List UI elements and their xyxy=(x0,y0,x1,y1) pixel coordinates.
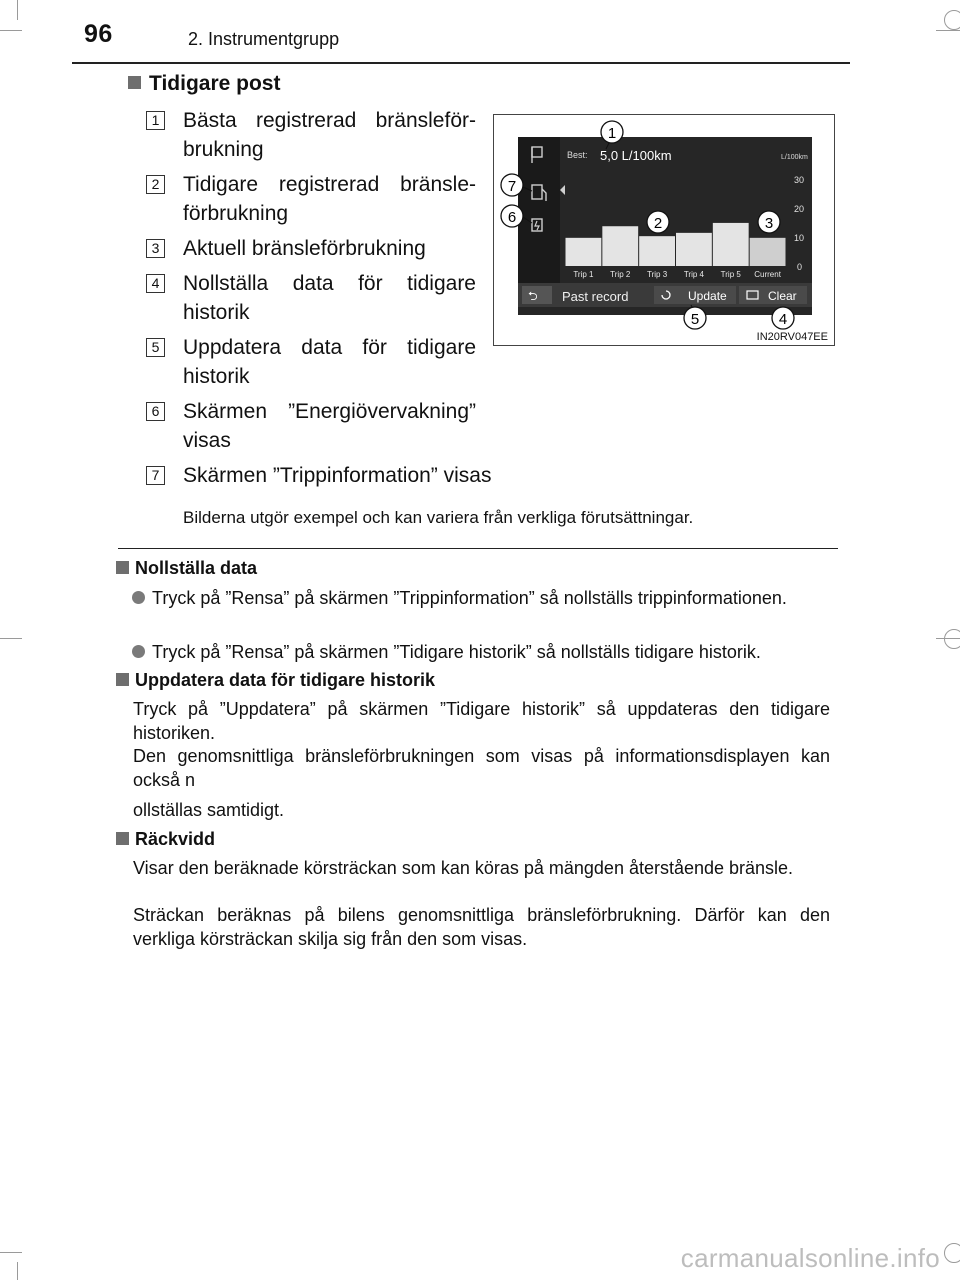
screen-sidebar xyxy=(518,137,560,283)
list-item xyxy=(132,640,832,664)
svg-text:3: 3 xyxy=(764,215,774,232)
bar xyxy=(566,238,602,266)
bar xyxy=(750,238,786,266)
callout-4 xyxy=(772,307,794,329)
list-item xyxy=(132,586,832,610)
list-item-text: Bästa registrerad bränsleförbrukning xyxy=(183,109,476,161)
figure-id: IN20RV047EE xyxy=(756,331,828,343)
crop-mark xyxy=(17,0,18,20)
x-tick-label: Current xyxy=(754,270,781,279)
list-item xyxy=(146,397,476,455)
list-item xyxy=(146,269,476,327)
callout-number: 5 xyxy=(146,338,165,357)
round-bullet-icon xyxy=(132,591,145,604)
chapter-title: 2. Instrumentgrupp xyxy=(188,29,340,49)
list-item-text: Skärmen ”Trippinformation” visas xyxy=(183,464,492,487)
range-heading xyxy=(116,829,215,850)
callout-number: 2 xyxy=(146,175,165,194)
past-record-figure xyxy=(493,114,835,346)
square-bullet-icon xyxy=(116,832,129,845)
list-item xyxy=(146,333,476,391)
bullet-text: Tryck på ”Rensa” på skärmen ”Tidigare historik” så nollställs tidigare historik. xyxy=(152,642,761,662)
x-tick-label: Trip 3 xyxy=(647,270,668,279)
update-label: Update xyxy=(688,289,727,303)
bullet-text: Tryck på ”Rensa” på skärmen ”Trippinformation” så nollställs trippinformationen. xyxy=(152,588,787,608)
x-tick-label: Trip 1 xyxy=(573,270,594,279)
list-item xyxy=(146,461,643,490)
list-item-text: Uppdatera data för tidigare historik xyxy=(183,336,476,388)
update-heading xyxy=(116,670,435,691)
figure-caption: Bilderna utgör exempel och kan variera från verkliga förutsättningar. xyxy=(183,508,694,527)
back-icon: ⮌ xyxy=(528,289,538,303)
list-item-text: Skärmen ”Energiövervakning” visas xyxy=(183,400,476,452)
range-title: Räckvidd xyxy=(135,829,216,849)
crop-mark xyxy=(944,629,960,649)
range-paragraph-2: Sträckan beräknas på bilens genomsnittliga bränsleförbrukning. Därför kan den verkliga körsträckan skilja sig från den som visas. xyxy=(133,905,830,949)
list-item xyxy=(146,234,476,263)
update-title: Uppdatera data för tidigare historik xyxy=(135,670,436,690)
y-tick-label: 20 xyxy=(794,204,805,214)
page-number: 96 xyxy=(84,20,113,48)
crop-mark xyxy=(0,638,22,639)
crop-mark xyxy=(17,1262,18,1280)
list-item-text: Tidigare registrerad bränsleförbrukning xyxy=(183,173,476,225)
bar xyxy=(639,236,675,266)
reset-heading xyxy=(116,558,257,579)
screen-title: Past record xyxy=(562,289,629,304)
round-bullet-icon xyxy=(132,645,145,658)
range-paragraph-1: Visar den beräknade körsträckan som kan köras på mängden återstående bränsle. xyxy=(133,858,794,878)
square-bullet-icon xyxy=(116,673,129,686)
best-label: Best: xyxy=(567,150,588,160)
callout-number: 3 xyxy=(146,239,165,258)
header-rule xyxy=(72,62,850,64)
callout-3 xyxy=(758,211,780,233)
list-item-text: Aktuell bränsleförbrukning xyxy=(183,237,426,260)
svg-text:1: 1 xyxy=(607,125,617,142)
list-item xyxy=(146,106,476,164)
svg-text:2: 2 xyxy=(653,215,663,232)
callout-number: 6 xyxy=(146,402,165,421)
crop-mark xyxy=(936,30,960,31)
bar xyxy=(676,233,712,266)
bar xyxy=(602,226,638,266)
square-bullet-icon xyxy=(116,561,129,574)
square-bullet-icon xyxy=(128,76,141,89)
x-tick-label: Trip 2 xyxy=(610,270,631,279)
y-tick-label: 10 xyxy=(794,233,805,243)
crop-mark xyxy=(0,1252,22,1253)
callout-2 xyxy=(647,211,669,233)
watermark: carmanualsonline.info xyxy=(680,1243,940,1273)
svg-text:4: 4 xyxy=(778,311,788,328)
y-tick-label: 0 xyxy=(797,262,803,272)
x-tick-label: Trip 5 xyxy=(720,270,741,279)
section-divider xyxy=(118,548,838,549)
svg-text:7: 7 xyxy=(507,178,517,195)
callout-number: 1 xyxy=(146,111,165,130)
callout-list xyxy=(146,106,492,496)
unit-label: L/100km xyxy=(781,154,808,161)
svg-text:5: 5 xyxy=(690,311,700,328)
screen-illustration xyxy=(494,115,834,345)
x-tick-label: Trip 4 xyxy=(683,270,704,279)
section-title: Tidigare post xyxy=(149,72,281,95)
callout-number: 7 xyxy=(146,466,165,485)
list-item xyxy=(146,170,476,228)
clear-label: Clear xyxy=(768,289,797,303)
bar xyxy=(713,223,749,266)
crop-mark xyxy=(944,10,960,30)
callout-number: 4 xyxy=(146,274,165,293)
update-paragraph-1: Tryck på ”Uppdatera” på skärmen ”Tidigare historik” så uppdateras den tidigare historiken. xyxy=(133,699,830,743)
crop-mark xyxy=(0,30,22,31)
crop-mark xyxy=(944,1243,960,1263)
best-value: 5,0 L/100km xyxy=(600,148,672,163)
y-tick-label: 30 xyxy=(794,175,805,185)
list-item-text: Nollställa data för tidigare historik xyxy=(183,272,476,324)
section-heading xyxy=(128,72,280,96)
reset-title: Nollställa data xyxy=(135,558,258,578)
svg-text:6: 6 xyxy=(507,209,517,226)
update-paragraph-2: Den genomsnittliga bränsleförbrukningen som visas på informationsdisplayen kan också n xyxy=(133,746,830,790)
update-paragraph-3: ollställas samtidigt. xyxy=(133,800,285,820)
